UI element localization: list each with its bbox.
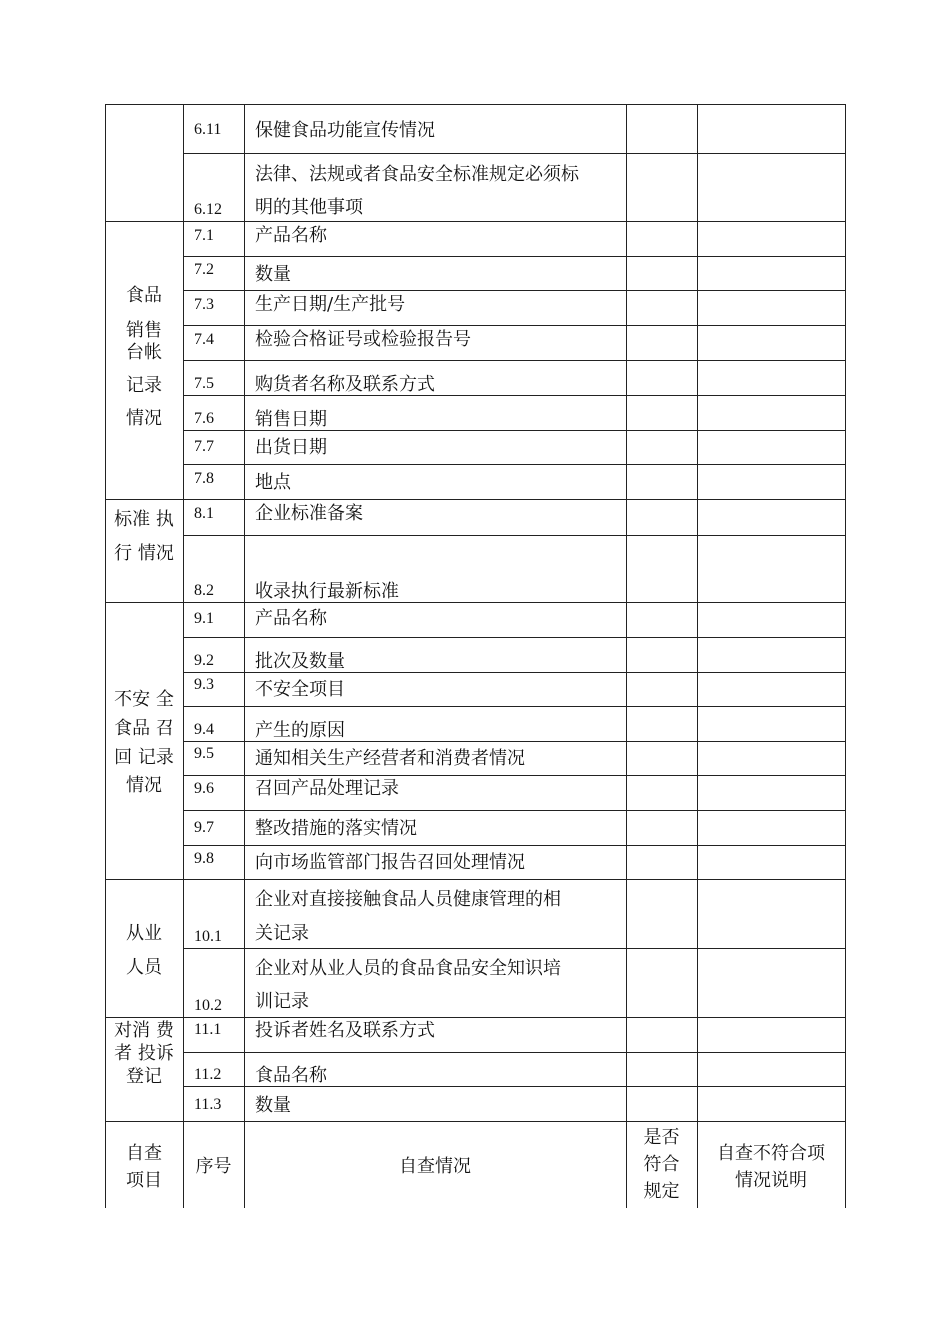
row-text: 批次及数量 (255, 651, 345, 672)
table-border-right (845, 104, 846, 1208)
category-unsafe-food-recall: 不安 全 食品 召 回 记录 情况 (114, 689, 174, 796)
row-number: 11.2 (194, 1066, 222, 1083)
row-number: 9.5 (194, 745, 214, 762)
row-line (183, 325, 846, 326)
row-number: 9.7 (194, 819, 214, 836)
row-number: 7.5 (194, 375, 214, 392)
header-compliant: 是否 符合 规定 (643, 1127, 680, 1202)
row-text: 保健食品功能宣传情况 (255, 120, 435, 141)
group-line (105, 499, 846, 500)
row-line (183, 153, 846, 154)
group-line (105, 1017, 846, 1018)
header-situation: 自查情况 (399, 1156, 471, 1177)
row-text: 地点 (255, 472, 291, 493)
column-divider-3 (626, 104, 627, 1208)
row-number: 9.1 (194, 610, 214, 627)
header-top-line (105, 1121, 846, 1122)
group-line (105, 879, 846, 880)
row-line (183, 706, 846, 707)
row-text: 购货者名称及联系方式 (255, 374, 435, 395)
row-text: 企业对从业人员的食品食品安全知识培 (255, 958, 561, 979)
row-number: 7.8 (194, 470, 214, 487)
header-seq: 序号 (195, 1156, 232, 1177)
row-number: 9.3 (194, 676, 214, 693)
row-number: 8.1 (194, 505, 214, 522)
header-note: 自查不符合项 情况说明 (717, 1143, 825, 1191)
column-divider-2 (244, 104, 245, 1208)
row-number: 6.11 (194, 121, 222, 138)
row-number: 10.2 (194, 997, 222, 1014)
row-text: 通知相关生产经营者和消费者情况 (255, 748, 525, 769)
row-number: 10.1 (194, 928, 222, 945)
row-number: 9.8 (194, 850, 214, 867)
row-text: 召回产品处理记录 (255, 778, 399, 799)
row-text: 产品名称 (255, 608, 327, 629)
row-text: 食品名称 (255, 1065, 327, 1086)
row-line (183, 535, 846, 536)
row-number: 7.3 (194, 296, 214, 313)
row-text: 投诉者姓名及联系方式 (255, 1020, 435, 1041)
row-line (183, 810, 846, 811)
row-line (183, 256, 846, 257)
row-number: 9.6 (194, 780, 214, 797)
row-number: 8.2 (194, 582, 214, 599)
row-text: 不安全项目 (255, 679, 345, 700)
row-text: 收录执行最新标准 (255, 581, 399, 602)
row-number: 7.1 (194, 227, 214, 244)
row-line (183, 845, 846, 846)
row-line (183, 775, 846, 776)
row-number: 7.6 (194, 410, 214, 427)
row-text: 企业标准备案 (255, 503, 363, 524)
category-sales-ledger: 食品 销售 台帐 记录 情况 (126, 285, 162, 429)
header-item: 自查 项目 (126, 1143, 162, 1191)
row-number: 6.12 (194, 201, 222, 218)
row-text-line2: 训记录 (255, 991, 309, 1012)
row-number: 7.4 (194, 331, 214, 348)
row-line (183, 290, 846, 291)
row-line (183, 637, 846, 638)
row-text: 销售日期 (255, 409, 327, 430)
category-consumer-complaints: 对消 费 者 投诉 登记 (114, 1020, 174, 1087)
category-standard-execution: 标准 执 行 情况 (114, 509, 174, 564)
group-line (105, 221, 846, 222)
row-number: 7.7 (194, 438, 214, 455)
row-text: 数量 (255, 1095, 291, 1116)
row-number: 11.1 (194, 1021, 222, 1038)
row-text: 出货日期 (255, 437, 327, 458)
row-text: 企业对直接接触食品人员健康管理的相 (255, 889, 561, 910)
row-text: 法律、法规或者食品安全标准规定必须标 (255, 164, 579, 185)
group-line (105, 602, 846, 603)
row-number: 11.3 (194, 1096, 222, 1113)
row-text: 产品名称 (255, 225, 327, 246)
row-text-line2: 关记录 (255, 923, 309, 944)
row-text: 整改措施的落实情况 (255, 818, 417, 839)
row-line (183, 948, 846, 949)
row-line (183, 360, 846, 361)
row-number: 7.2 (194, 261, 214, 278)
column-divider-4 (697, 104, 698, 1208)
row-line (183, 464, 846, 465)
row-text: 向市场监管部门报告召回处理情况 (255, 852, 525, 873)
row-text: 生产日期/生产批号 (255, 294, 406, 315)
column-divider-1 (183, 104, 184, 1208)
row-line (183, 1052, 846, 1053)
row-text: 检验合格证号或检验报告号 (255, 329, 471, 350)
table-border-top (105, 104, 846, 105)
row-text: 产生的原因 (255, 720, 345, 741)
row-text-line2: 明的其他事项 (255, 197, 363, 218)
row-text: 数量 (255, 264, 291, 285)
row-number: 9.4 (194, 721, 214, 738)
row-number: 9.2 (194, 652, 214, 669)
category-staff: 从业 人员 (126, 923, 162, 978)
